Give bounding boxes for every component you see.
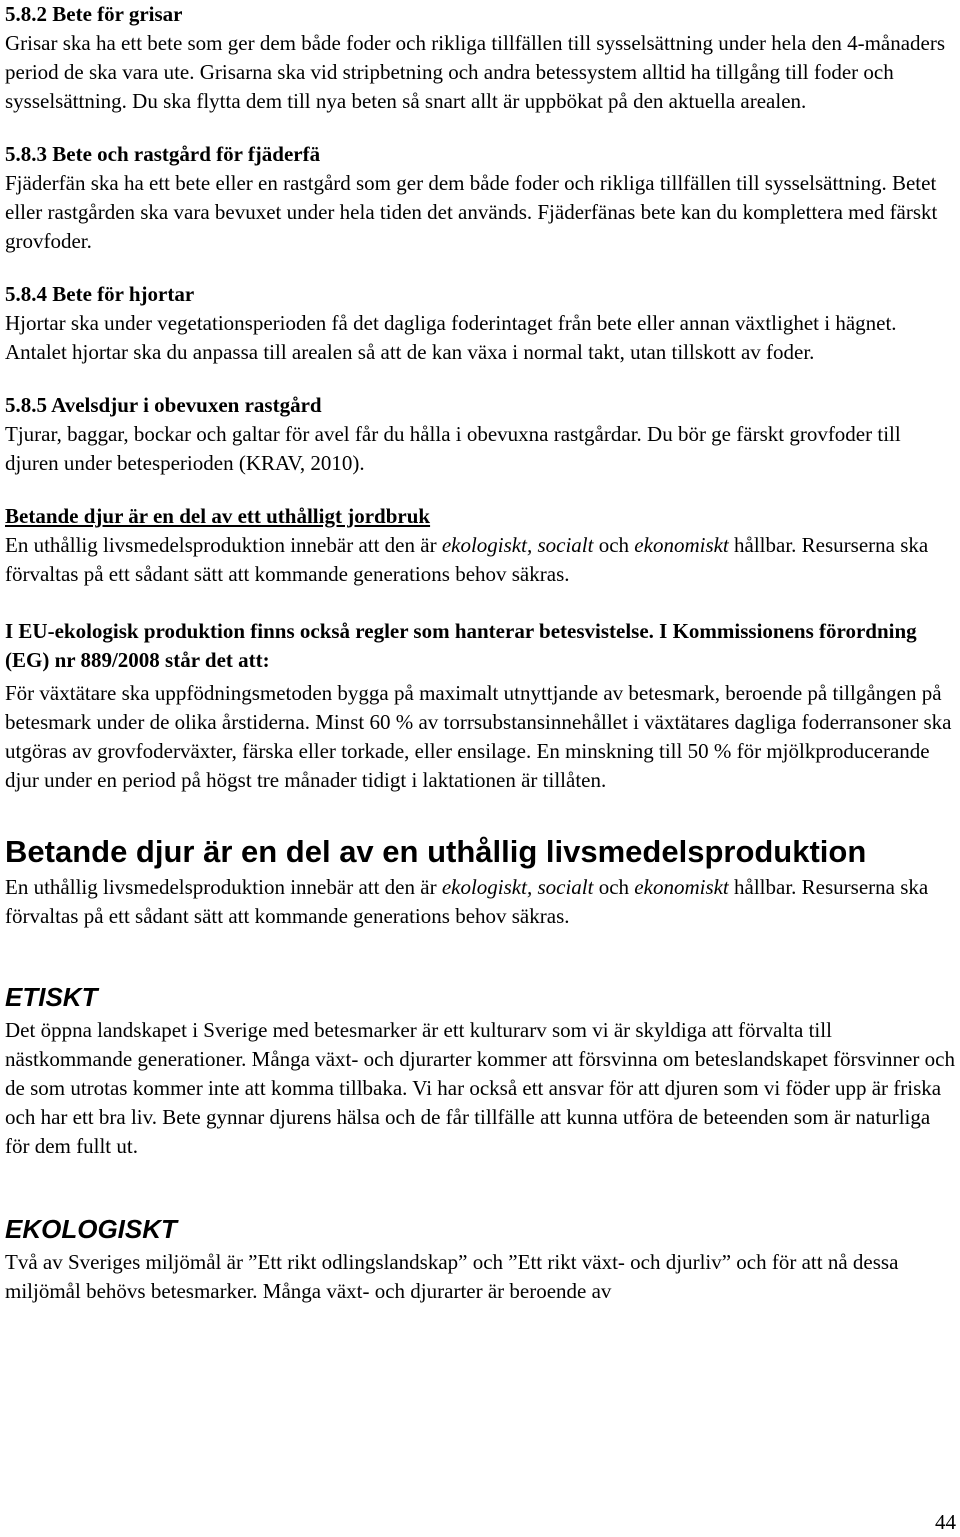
section-body: Grisar ska ha ett bete som ger dem både foder och rikliga tillfällen till sysselsättning under hela den 4-månaders period de ska vara ute. Grisarna ska vid stripbetning och andra betessystem alltid ha tillgång till foder och sysselsättning. Du ska flytta dem till nya beten så snart allt är uppbökat på den aktuella arealen. — [5, 31, 946, 113]
section-heading: ETISKT — [5, 982, 98, 1012]
section-heading: I EU-ekologisk produktion finns också regler som hanterar betesvistelse. I Kommissionens förordning (EG) nr 889/2008 står det att: — [5, 619, 917, 672]
document-page — [5, 0, 955, 1306]
section-5-8-2 — [5, 0, 955, 116]
section-heading: 5.8.2 Bete för grisar — [5, 2, 183, 26]
section-body: En uthållig livsmedelsproduktion innebär att den är ekologiskt, socialt och ekonomiskt hållbar. Resurserna ska förvaltas på ett sådant sätt att kommande generations behov säkras. — [5, 533, 929, 586]
page-number: 44 — [935, 1510, 956, 1534]
section-5-8-5 — [5, 391, 955, 478]
section-heading: Betande djur är en del av en uthållig livsmedelsproduktion — [5, 834, 867, 869]
section-5-8-3 — [5, 140, 955, 256]
section-body: Fjäderfän ska ha ett bete eller en rastgård som ger dem både foder och rikliga tillfällen till sysselsättning. Betet eller rastgården ska vara bevuxet under hela tiden det används. Fjäderfänas bete kan du komplettera med färskt grovfoder. — [5, 171, 938, 253]
sustainable-food-section — [5, 833, 955, 931]
ethical-section — [5, 981, 955, 1161]
section-5-8-4 — [5, 280, 955, 367]
section-heading: 5.8.4 Bete för hjortar — [5, 282, 195, 306]
section-body: Hjortar ska under vegetationsperioden få det dagliga foderintaget från bete eller annan växtlighet i hägnet. Antalet hjortar ska du anpassa till arealen så att de kan växa i normal takt, utan tillskott av foder. — [5, 311, 897, 364]
section-heading: 5.8.5 Avelsdjur i obevuxen rastgård — [5, 393, 322, 417]
section-body: En uthållig livsmedelsproduktion innebär att den är ekologiskt, socialt och ekonomiskt hållbar. Resurserna ska förvaltas på ett sådant sätt att kommande generations behov säkras. — [5, 875, 929, 928]
section-heading: 5.8.3 Bete och rastgård för fjäderfä — [5, 142, 321, 166]
section-body: För växtätare ska uppfödningsmetoden bygga på maximalt utnyttjande av betesmark, beroende på tillgången på betesmark under de olika årstiderna. Minst 60 % av torrsubstansinnehållet i växtätares dagliga foderransoner ska utgöras av grovfoderväxter, färska eller torkade, eller ensilage. En minskning till 50 % för mjölkproducerande djur under en period på högst tre månader tidigt i laktationen är tillåten. — [5, 681, 952, 792]
section-body: Två av Sveriges miljömål är ”Ett rikt odlingslandskap” och ”Ett rikt växt- och djurliv” och för att nå dessa miljömål behövs betesmarker. Många växt- och djurarter är beroende av — [5, 1250, 899, 1303]
section-body: Det öppna landskapet i Sverige med betesmarker är ett kulturarv som vi är skyldiga att förvalta till nästkommande generationer. Många växt- och djurarter kommer att försvinna om beteslandskapet försvinner och de som utrotas kommer inte att komma tillbaka. Vi har också ett ansvar för att djuren som vi föder upp är friska och har ett bra liv. Bete gynnar djurens hälsa och de får tillfälle att kunna utföra de beteenden som är naturliga för dem fullt ut. — [5, 1018, 955, 1158]
ecological-section — [5, 1213, 955, 1306]
section-heading: Betande djur är en del av ett uthålligt jordbruk — [5, 504, 431, 528]
sustainable-agriculture-section — [5, 502, 955, 589]
section-heading: EKOLOGISKT — [5, 1214, 177, 1244]
section-body: Tjurar, baggar, bockar och galtar för avel får du hålla i obevuxna rastgårdar. Du bör ge färskt grovfoder till djuren under betesperioden (KRAV, 2010). — [5, 422, 901, 475]
eu-regulation-section — [5, 617, 955, 795]
